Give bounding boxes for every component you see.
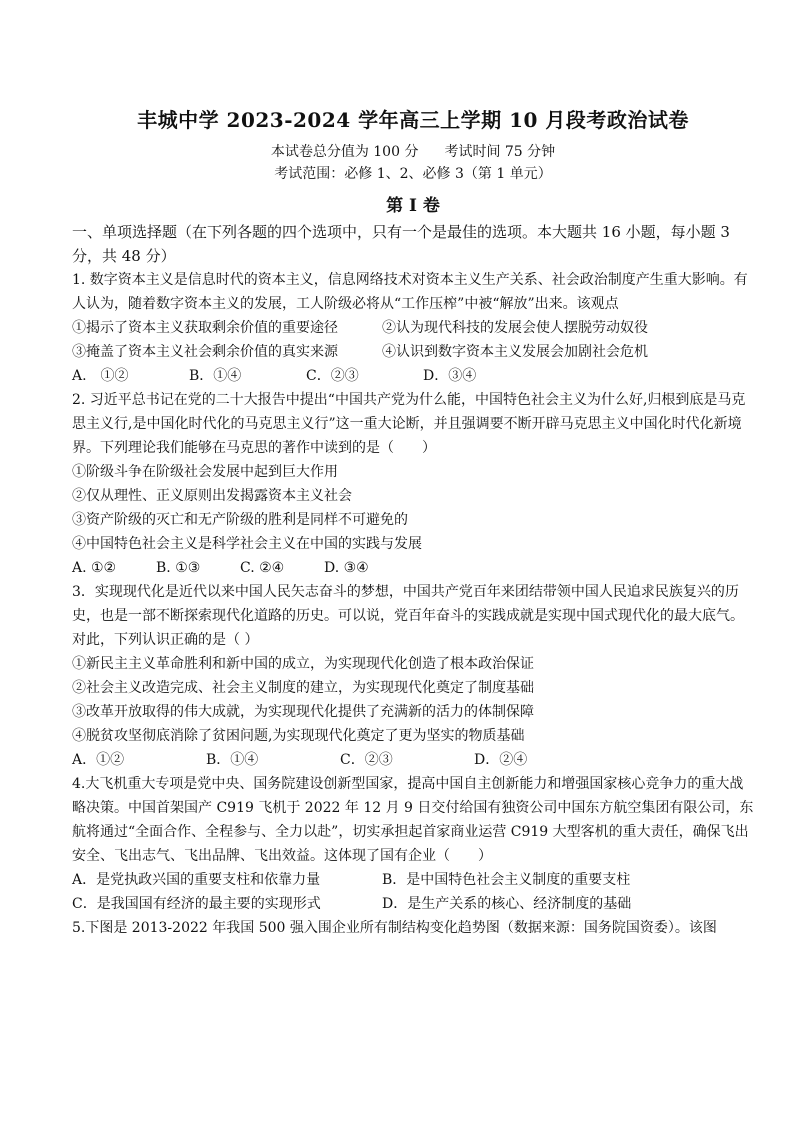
question-stem: 2. 习近平总书记在党的二十大报告中提出“中国共产党为什么能，中国特色社会主义为什么好,归根到底是马克思主义行,是中国化时代化的马克思主义行”这一重大论断，并且强调要不断开辟马克思主义中国化时代化新境界。下列理论我们能够在马克思的著作中读到的是（ ）	[72, 392, 746, 456]
exam-time-note: 考试时间 75 分钟	[444, 144, 556, 160]
statement: ①阶级斗争在阶级社会发展中起到巨大作用	[72, 464, 338, 480]
question-stem: 1. 数字资本主义是信息时代的资本主义，信息网络技术对资本主义生产关系、社会政治制度产生重大影响。有人认为，随着数字资本主义的发展，工人阶级必将从“工作压榨”中被“解放”出来。该观点	[72, 272, 748, 312]
option-d: D．②④	[474, 752, 528, 768]
statement: ④中国特色社会主义是科学社会主义在中国的实践与发展	[72, 536, 422, 552]
statement-list	[72, 316, 754, 364]
statement: ③改革开放取得的伟大成就，为实现现代化提供了充满新的活力的体制保障	[72, 704, 534, 720]
question-3	[72, 580, 754, 772]
volume-heading: 第 I 卷	[386, 196, 440, 216]
answer-options	[72, 556, 754, 580]
option-c: C．②③	[306, 368, 359, 384]
option-b: B．①④	[189, 368, 242, 384]
option-c: C．②③	[340, 752, 393, 768]
exam-meta	[72, 141, 754, 163]
option-b: B．是中国特色社会主义制度的重要支柱	[382, 872, 631, 888]
option-b: B. ①③	[156, 560, 201, 576]
answer-options	[72, 748, 754, 772]
option-a: A. ①②	[72, 560, 117, 576]
question-1	[72, 268, 754, 388]
total-score-note: 本试卷总分值为 100 分	[270, 144, 419, 160]
statement: ②认为现代科技的发展会使人摆脱劳动奴役	[382, 320, 648, 336]
statement: ①揭示了资本主义获取剩余价值的重要途径	[72, 320, 338, 336]
question-2	[72, 388, 754, 580]
question-5	[72, 916, 754, 940]
statement: ①新民主主义革命胜利和新中国的成立，为实现现代化创造了根本政治保证	[72, 656, 534, 672]
answer-options	[72, 868, 754, 916]
option-c: C. ②④	[240, 560, 285, 576]
statement: ③资产阶级的灭亡和无产阶级的胜利是同样不可避免的	[72, 512, 408, 528]
exam-title: 丰城中学 2023-2024 学年高三上学期 10 月段考政治试卷	[137, 108, 689, 132]
statement: ②仅从理性、正义原则出发揭露资本主义社会	[72, 488, 352, 504]
question-4	[72, 772, 754, 916]
option-d: D. ③④	[324, 560, 369, 576]
option-a: A．是党执政兴国的重要支柱和依靠力量	[72, 872, 321, 888]
section-heading: 一、单项选择题（在下列各题的四个选项中，只有一个是最佳的选项。本大题共 16 小题，每小题 3 分，共 48 分）	[72, 223, 730, 265]
option-d: D．是生产关系的核心、经济制度的基础	[382, 896, 632, 912]
statement: ④脱贫攻坚彻底消除了贫困问题,为实现现代化奠定了更为坚实的物质基础	[72, 728, 525, 744]
statement: ③掩盖了资本主义社会剩余价值的真实来源	[72, 344, 338, 360]
exam-scope: 考试范围：必修 1、2、必修 3（第 1 单元）	[274, 166, 552, 182]
answer-options	[72, 364, 754, 388]
option-a: A．①②	[72, 752, 125, 768]
question-stem: 5.下图是 2013-2022 年我国 500 强入围企业所有制结构变化趋势图（数据来源：国务院国资委）。该图	[72, 920, 717, 936]
question-stem: 3．实现现代化是近代以来中国人民矢志奋斗的梦想，中国共产党百年来团结带领中国人民追求民族复兴的历史，也是一部不断探索现代化道路的历史。可以说，党百年奋斗的实践成就是实现中国式现代化的最大底气。对此，下列认识正确的是（ ）	[72, 584, 744, 648]
option-c: C．是我国国有经济的最主要的实现形式	[72, 896, 321, 912]
option-b: B．①④	[206, 752, 259, 768]
option-d: D．③④	[423, 368, 477, 384]
statement: ②社会主义改造完成、社会主义制度的建立，为实现现代化奠定了制度基础	[72, 680, 534, 696]
option-a: A. ①②	[72, 368, 129, 384]
statement: ④认识到数字资本主义发展会加剧社会危机	[382, 344, 648, 360]
question-stem: 4.大飞机重大专项是党中央、国务院建设创新型国家，提高中国自主创新能力和增强国家核心竞争力的重大战略决策。中国首架国产 C919 飞机于 2022 年 12 月 9 日交付给国有独资公司中国东方航空集团有限公司，东航将通过“全面合作、全程参与、全力以赴”，切实承担起首家商业运营 C919 大型客机的重大责任，确保飞出安全、飞出志气、飞出品牌、飞出效益。这体现了国有企业（ ）	[72, 776, 754, 864]
